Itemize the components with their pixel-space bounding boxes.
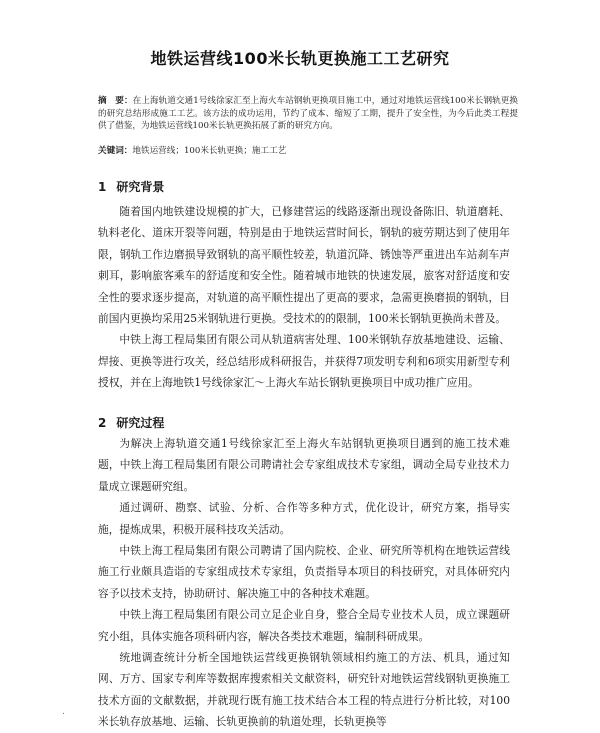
- scan-mark: .: [62, 707, 65, 717]
- paragraph: 随着国内地铁建设规模的扩大，已修建营运的线路逐渐出现设备陈旧、轨道磨耗、轨料老化、道床开裂等问题，特别是由于地铁运营时间长，钢轨的疲劳期达到了使用年限，钢轨工作边磨损导致钢轨的高平顺性较差，轨道沉降、锈蚀等严重进出车站刹车声刺耳，影响旅客乘车的舒适度和安全性。随着城市地铁的快速发展，旅客对舒适度和安全性的要求逐步提高，对轨道的高平顺性提出了更高的要求，急需更换磨损的钢轨，目前国内更换均采用25米钢轨进行更换。受技术的的限制，100米长钢轨更换尚未普及。: [98, 205, 510, 326]
- paragraph: 中铁上海工程局集团有限公司立足企业自身，整合全局专业技术人员，成立课题研究小组，具体实施各项科研内容，解决各类技术难题，编制科研成果。: [98, 608, 510, 643]
- section-number: 2: [98, 416, 107, 430]
- keywords-text: 地铁运营线；100米长轨更换；施工工艺: [132, 146, 287, 156]
- keywords-label: 关键词：: [98, 146, 133, 156]
- section-title: 研究背景: [116, 180, 165, 194]
- section-body-1: [98, 201, 510, 394]
- paragraph: 中铁上海工程局集团有限公司从轨道病害处理、100米钢轨存放基地建设、运输、焊接、更换等进行攻关，经总结形成科研报告，并获得7项发明专利和6项实用新型专利授权，并在上海地铁1号线徐家汇～上海火车站长钢轨更换项目中成功推广应用。: [98, 333, 510, 390]
- section-title: 研究过程: [116, 416, 165, 430]
- abstract-text: 在上海轨道交通1号线徐家汇至上海火车站钢轨更换项目施工中，通过对地铁运营线100米长钢轨更换的研究总结形成施工工艺。该方法的成功运用，节约了成本、缩短了工期，提升了安全性，为今后此类工程提供了借鉴，为地铁运营线100米长轨更换拓展了新的研究方向。: [98, 96, 518, 131]
- paragraph: 为解决上海轨道交通1号线徐家汇至上海火车站钢轨更换项目遇到的施工技术难题，中铁上海工程局集团有限公司聘请社会专家组成技术专家组，调动全局专业技术力量成立课题研究组。: [98, 437, 510, 493]
- section-heading-1: [98, 178, 164, 195]
- paragraph: 统地调查统计分析全国地铁运营线更换钢轨领域相约施工的方法、机具，通过知网、万方、国家专利库等数据库搜索相关文献资料，研究针对地铁运营线钢轨更换施工技术方面的文献数据，并就现行既有施工技术结合本工程的特点进行分析比较，对100米长轨存放基地、运输、长轨更换前的轨道处理，长轨更换等: [98, 651, 510, 729]
- section-number: 1: [98, 180, 107, 194]
- abstract: [98, 95, 518, 133]
- section-body-2: [98, 433, 510, 733]
- section-heading-2: [98, 414, 164, 431]
- abstract-label: 摘 要：: [98, 96, 133, 106]
- paragraph: 通过调研、勘察、试验、分析、合作等多种方式，优化设计，研究方案，指导实施，提炼成果，积极开展科技攻关活动。: [98, 501, 510, 536]
- paper-title: 地铁运营线100米长轨更换施工工艺研究: [150, 49, 450, 68]
- keywords: [98, 145, 518, 157]
- paragraph: 中铁上海工程局集团有限公司聘请了国内院校、企业、研究所等机构在地铁运营线施工行业颇具造诣的专家组成技术专家组，负责指导本项目的科技研究，对具体研究内容予以技术支持，协助研讨、解决施工中的各种技术难题。: [98, 544, 510, 600]
